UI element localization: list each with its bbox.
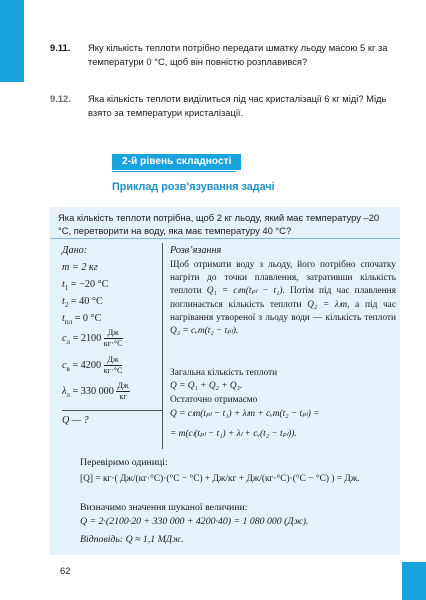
solution-final-line-1: Q = cₗm(tₚₗ − t₁) + λₗm + cᵥm(t₂ − tₚₗ) = [170, 409, 320, 419]
given-cv: $c_в = 4200$ $\frac{Дж}{кг\cdot^\circ С}$ [62, 355, 123, 375]
example-task: Яка кількість теплоти потрібна, щоб 2 кг льоду, який має температуру –20 °С, перетворити на воду, яка має температуру 40 °С? [58, 212, 380, 236]
given-heading: Дано: [62, 245, 88, 256]
given-cl: $c_л = 2100$ $\frac{Дж}{кг\cdot^\circ С}$ [62, 328, 123, 348]
given-column-rule [162, 243, 163, 449]
answer-label: Відповідь: [80, 534, 124, 545]
given-divider [62, 410, 162, 411]
problem-9-11 [50, 41, 388, 69]
problem-number: 9.12. [50, 93, 71, 104]
solution-final-label: Остаточно отримаємо [170, 395, 258, 405]
given-t1: $t_1 = -20$ °C [62, 279, 109, 293]
example-title: Приклад розв’язування задачі [112, 181, 275, 193]
units-formula: [Q] = кг·( Дж/(кг·°С)·(°С − °С) + Дж/кг + Дж/(кг·°С)·(°С − °С) ) = Дж. [80, 474, 360, 484]
task-separator [50, 238, 400, 239]
difficulty-level-badge [112, 154, 241, 170]
level-badge-rule [112, 171, 236, 172]
answer [80, 534, 184, 545]
solution-heading: Розв’язання [170, 245, 222, 256]
cl-unit: $\frac{Дж}{кг\cdot^\circ С}$ [103, 328, 123, 348]
solution-final-line-2: = m(cₗ(tₚₗ − t₁) + λₗ + cᵥ(t₂ − tₚₗ)). [170, 429, 297, 439]
page-number: 62 [60, 565, 71, 576]
given-lambda: $\lambda_л = 330$ 000 $\frac{Дж}{кг}$ [62, 381, 129, 401]
problem-text: Яку кількість теплоти потрібно передати шматку льоду масою 5 кг за температури 0 °С, щоб він повністю розплавився? [88, 42, 388, 67]
page-edge-tab-top [0, 0, 24, 82]
given-find: Q — ? [62, 415, 89, 426]
problem-text: Яка кількість теплоти виділиться під час кристалізації 6 кг міді? Мідь взято за температури кристалізації. [88, 93, 387, 118]
given-t2: $t_2 = 40$ °C [62, 296, 103, 310]
solution-total-label: Загальна кількість теплоти [170, 368, 278, 378]
solution-step-1: Щоб отримати воду з льоду, його потрібно спочатку нагріти до точки плавлення, затративши кількість теплоти Q₁ = cₗm(tₚₗ − t₁). Потім під час плавлення поглинається кількість теплоти Q₂ = λₗm, а під час нагрівання утвореної з льоду води — кількість теплоти Q₃ = cᵥm(t₂ − tₚₗ). [170, 260, 397, 337]
problem-9-12 [50, 92, 388, 120]
lambda-unit: $\frac{Дж}{кг}$ [117, 381, 129, 401]
cv-unit: $\frac{Дж}{кг\cdot^\circ С}$ [103, 355, 123, 375]
difficulty-level-label: 2-й рівень складності [122, 156, 232, 167]
problem-number: 9.11. [50, 42, 71, 53]
units-label: Перевіримо одиниці: [80, 457, 168, 468]
given-tpl: $t_{пл} = 0$ °C [62, 313, 102, 327]
given-mass: m = 2 кг [62, 262, 98, 273]
solution-total-formula: Q = Q₁ + Q₂ + Q₃. [170, 381, 243, 391]
value-label: Визначимо значення шуканої величини: [80, 502, 248, 513]
answer-value: Q ≈ 1,1 МДж. [125, 534, 184, 545]
value-formula: Q = 2·(2100·20 + 330 000 + 4200·40) = 1 080 000 (Дж). [80, 516, 309, 527]
page-edge-tab-bottom [402, 562, 426, 600]
